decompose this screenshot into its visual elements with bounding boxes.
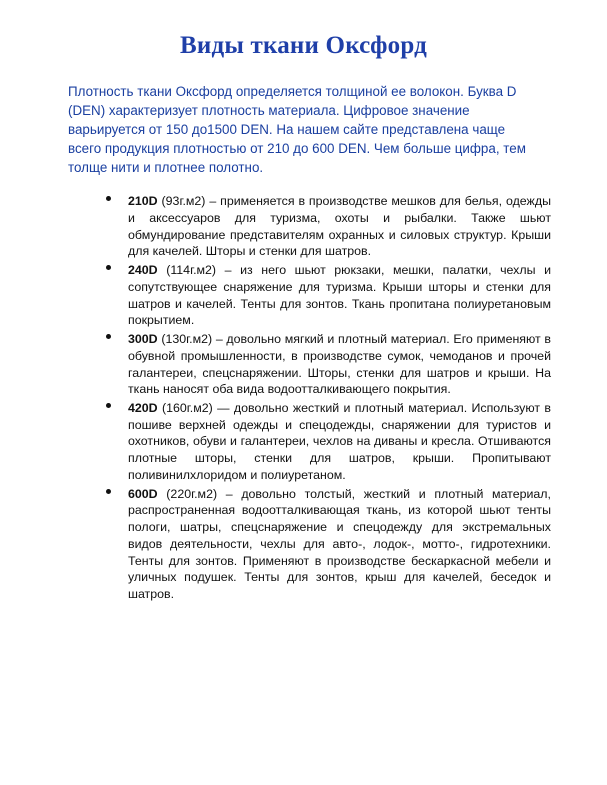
item-term: 300D	[128, 332, 158, 347]
list-item	[34, 193, 551, 260]
bullet-icon	[106, 489, 111, 494]
item-term: 240D	[128, 263, 158, 278]
item-text: — довольно жесткий и плотный материал. Используют в пошиве верхней одежды и спецодежды, снаряжении для туристов и охотников, обуви и галантереи, чехлов на диваны и кресла. Отшиваются плотные шторы, стенки для шатров, крыши. Пропитывают поливинилхлоридом и полиуретаном.	[128, 400, 551, 482]
page-title: Виды ткани Оксфорд	[180, 32, 427, 59]
fabric-density-list	[34, 193, 573, 603]
list-item	[34, 331, 551, 398]
item-text: – применяется в производстве мешков для белья, одежды и аксессуаров для туризма, охоты и рыбалки. Также шьют обмундирование представителям охранных и силовых структур. Крыши для качелей. Шторы и стенки для шатров.	[128, 194, 551, 259]
list-item	[34, 262, 551, 329]
item-weight: (114г.м2)	[166, 263, 217, 278]
intro-paragraph: Плотность ткани Оксфорд определяется толщиной ее волокон. Буква D (DEN) характеризует плотность материала. Цифровое значение варьируется от 150 до1500 DEN. На нашем сайте представлена чаще всего продукция плотностью от 210 до 600 DEN. Чем больше цифра, тем толще нити и плотнее полотно.	[68, 84, 526, 176]
bullet-icon	[106, 196, 111, 201]
item-text: – довольно толстый, жесткий и плотный материал, распространенная водоотталкивающая ткань, из которой шьют тенты пологи, шатры, спецснаряжение и спецодежду для экстремальных видов деятельности, чехлы для авто-, лодок-, мотто-, гидротехники. Тенты для зонтов. Применяют в производстве бескаркасной мебели и уличных подушек. Тенты для зонтов, крыш для качелей, беседок и шатров.	[128, 486, 551, 602]
item-weight: (220г.м2)	[166, 486, 218, 501]
item-term: 600D	[128, 486, 158, 501]
item-term: 420D	[128, 400, 158, 415]
bullet-icon	[106, 403, 111, 408]
list-item	[34, 400, 551, 484]
bullet-icon	[106, 265, 111, 270]
bullet-icon	[106, 334, 111, 339]
item-term: 210D	[128, 194, 158, 209]
item-text: – из него шьют рюкзаки, мешки, палатки, чехлы и сопутствующее снаряжение для туризма. Крыши шторы и стенки для шатров и качелей. Тенты для зонтов. Ткань пропитана полиуретановым покрытием.	[128, 263, 551, 328]
item-text: – довольно мягкий и плотный материал. Его применяют в обувной промышленности, в производстве сумок, чемоданов и прочей галантереи, спецснаряжении. Шторы, стенки для шатров и крыши. На ткань наносят оба вида водоотталкивающего покрытия.	[128, 332, 551, 397]
item-weight: (160г.м2)	[161, 400, 213, 415]
item-weight: (93г.м2)	[161, 194, 206, 209]
item-weight: (130г.м2)	[161, 332, 213, 347]
list-item	[34, 486, 551, 603]
